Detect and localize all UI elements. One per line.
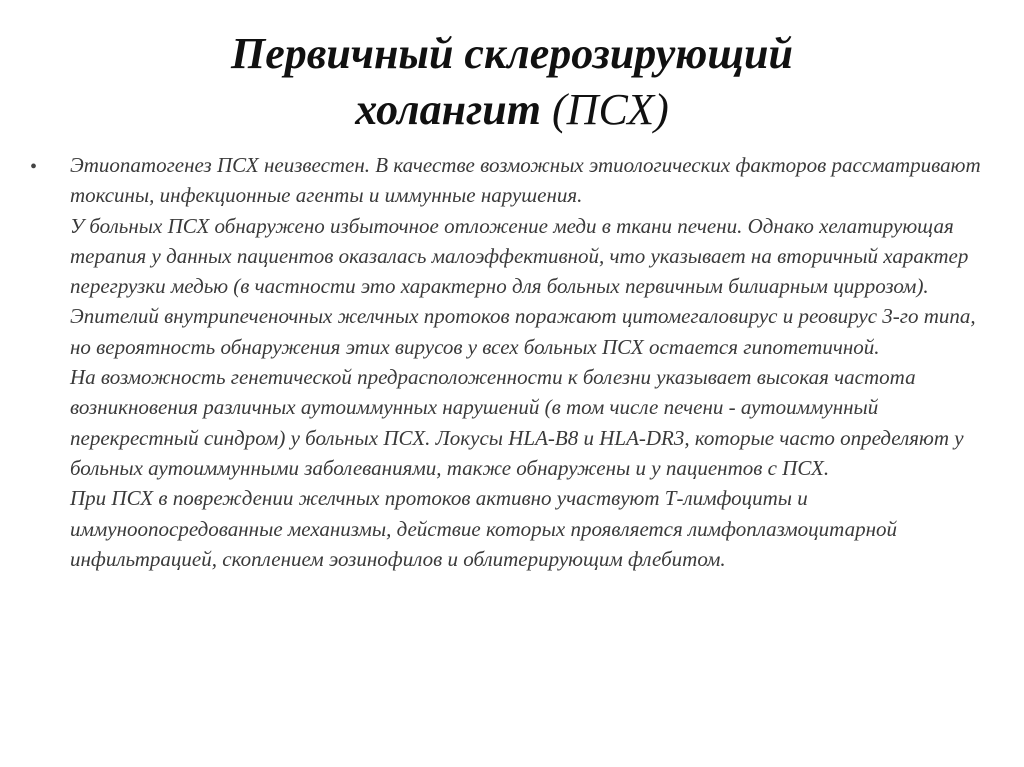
bullet-item xyxy=(30,150,1000,574)
slide-title-line2 xyxy=(0,82,1024,138)
slide-title-line2-bold: холангит xyxy=(355,85,542,134)
slide-title-line1: Первичный склерозирующий xyxy=(231,29,793,78)
bullet-dot: • xyxy=(30,156,38,178)
paragraph-immune-mechanisms: При ПСХ в повреждении желчных протоков активно участвуют Т-лимфоциты и иммуноопосредованные механизмы, действие которых проявляется лимфоплазмоцитарной инфильтрацией, скоплением эозинофилов и облитерирующим флебитом. xyxy=(70,486,898,571)
paragraph-etiopathogenesis: Этиопатогенез ПСХ неизвестен. В качестве возможных этиологических факторов рассматривают токсины, инфекционные агенты и иммунные нарушения. xyxy=(70,153,981,208)
bullet-list xyxy=(30,150,1000,574)
paragraph-copper: У больных ПСХ обнаружено избыточное отложение меди в ткани печени. Однако хелатирующая терапия у данных пациентов оказалась малоэффективной, что указывает на вторичный характер перегрузки медью (в частности это характерно для больных первичным билиарным циррозом). xyxy=(70,213,969,299)
paragraph-genetics: На возможность генетической предрасположенности к болезни указывает высокая частота возникновения различных аутоиммунных нарушений (в том числе печени - аутоиммунный перекрестный синдром) у больных ПСХ. Локусы HLA-B8 и HLA-DR3, которые часто определяют у больных аутоиммунными заболеваниями, также обнаружены и у пациентов с ПСХ. xyxy=(70,365,964,480)
slide-title xyxy=(0,26,1024,138)
slide-title-line2-abbrev: (ПСХ) xyxy=(541,85,669,134)
paragraph-viruses: Эпителий внутрипеченочных желчных протоков поражают цитомегаловирус и реовирус 3-го типа, но вероятность обнаружения этих вирусов у всех больных ПСХ остается гипотетичной. xyxy=(70,304,976,359)
